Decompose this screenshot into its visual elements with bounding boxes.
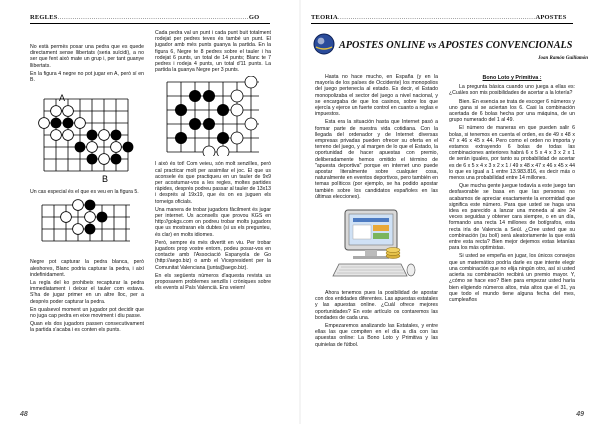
paragraph: Si usted se empeña en jugar, los únicos consejos que un matemático podría darle es que intente elegir una combinación que no elija ningún otro, así si usted acierta su combinación recibirá un premio mayor. Y, ¿cómo se hace eso? Bien para empezar usted haría bien eligiendo números altos, más altos que el 31, ya que todo el mundo tiene alguna fecha del mes, cumpleaños (449, 253, 575, 303)
paragraph: Un cas especial és el que es veu en la figura 5. (30, 189, 139, 196)
fig4-label-a: A (59, 93, 66, 104)
paragraph: Empezaremos analizando las Estatales, y entre ellas las que compiten en el día a día con las apuestas online: La Bono Loto y Primitiva y las quinielas de fútbol. (315, 323, 438, 348)
paragraph: La regla del ko prohibeix recapturar la pedra immediatament i deixar el tauler com estava. S'ha de jugar primer en un altre lloc, per a després poder capturar la pedra. (30, 280, 144, 305)
paragraph: Ahora tenemos pues la posibilidad de apostar con dos entidades diferentes. Las apuestas estatales y las apuestas online. ¿Cuál ofrece mejores oportunidades? En este artículo os contaremos las bondades de cada una. (315, 290, 438, 321)
paragraph: Cada pedra val un punt i cada punt buit totalment rodejat per pedres teves és també un punt. El jugador amb més punts guanya la partida. En la figura 6, Negre te 8 pedres sobre el tauler i ha rodejat 6 punts, un total de 14 punts; Blanc te 7 pedres i rodeja 4 punts, un total d'11 punts. La partida la guanya Negre per 3 punts. (155, 30, 271, 74)
right-column-1 (315, 74, 438, 392)
right-header-end: APOSTES (535, 14, 567, 21)
lottery-ball-icon (313, 33, 335, 55)
go-figure-4 (36, 85, 136, 185)
paragraph: La pregunta básica cuando uno juega a ellas es: ¿Cuáles son mis posibilidades de acertar a la lotería? (449, 84, 575, 97)
right-header-title: TEORIA (311, 14, 338, 21)
left-page (0, 0, 299, 424)
paragraph: El número de maneras en que pueden salir 6 bolas, si tenemos en cuenta el orden, es de 49 x 48 x 47 x 46 x 45 x 44. Pero como el orden no importa y estamos extrayendo 6 bolas de todas las combinaciones anteriores habrá 6 x 5 x 4 x 3 x 2 x 1 de serán iguales, por tanto su probabilidad de acertar es de 6 x 5 x 4 x 3 x 2 x 1 / 49 x 48 x 47 x 46 x 45 x 44 lo que es igual a 1 entre 13.983.816, es decir más o menos una probabilidad entre 14 millones. (449, 125, 575, 182)
paragraph: Quan els dos jugadors passen consecutivament la partida s'acaba i es conten els punts. (30, 321, 144, 334)
paragraph: Que mucha gente juegue todavía a este juego tan desfavorable se basa en que las personas no acabamos de apreciar exactamente la enormidad que significa este número. Para que usted se haga una idea es parecido a lanzar una moneda al aire 24 veces seguidas y obtener cara siempre, o en un día, formando una recta 14 millones de botígrafos, esta recta iría de Valencia a Seúl. ¿Cree usted que su combinación (su bolí) será aleatoriamente la que está entre esta recta? Bien mejor dejemos estas letanías para los más optimistas. (449, 183, 575, 252)
paragraph: En els següents números d'aquesta revista us proposarem problemes senzills i cròniques sobre els events al País Valencià. Ens veiem! (155, 272, 271, 292)
right-page-number: 49 (576, 411, 584, 418)
paragraph: I això és tot! Com veieu, són molt senzilles, però cal practicar molt per assimilar el joc. El que us aconsele és que practiqueu en un tauler de 9x9 per acostumar-vos a les regles, moltes partides ràpides, després podreu passar al tauler de 13x13 i després al 19x19, que és on es juguen els torneigs oficials. (155, 161, 271, 205)
go-figure-5 (36, 197, 136, 255)
coin-stack (386, 248, 400, 259)
left-header-title: REGLES (30, 14, 58, 21)
paragraph: Però, sempre és més divertit en viu. Per trobar jugadors prop vostre entorn, podeu posar-vos en contacte amb l'Associació Espanyola de Go (http://aego.biz) o amb el Vicepresident per la Comunitat Valenciana (junta@aego.biz). (155, 239, 271, 271)
left-header-end: GO (248, 14, 260, 21)
computer-illustration (331, 204, 421, 284)
section-subtitle: Bono Loto y Primitiva : (482, 75, 542, 81)
go-figure-6 (161, 76, 265, 156)
paragraph: En la figura 4 negre no pot jugar en A, però sí en B. (30, 70, 144, 84)
right-header: TEORIA.............................................................................................APOSTES (311, 14, 573, 24)
paragraph: Hasta no hace mucho, en España (y en la mayoría de los países de Occidente) los monopolios del juego pertenecía al estado. Es decir, el Estado monopolizaba el sector del juego a nivel nacional, y se encargaba de que los casinos, sobre los que ejercía y ejerce un fuerte control en cuanto a reglas e impuestos. (315, 74, 438, 118)
paragraph: Una manera de trobar jugadors fàcilment és jugar per internet. Us aconsells que provou KGS en http://gokgs.com on podreu trobar molts jugadors que us mostraran els dubtes (si us els pregunteu, és clar) en molts idiomes. (155, 206, 271, 238)
article-author: Joan Ramón Guillamón (537, 56, 588, 61)
paragraph: En qualsevol moment un jugador pot decidir que no juga cap pedra en eixe moviment i diu passe. (30, 306, 144, 320)
right-page (301, 0, 600, 424)
left-header: REGLES..........................................................................................GO (30, 14, 270, 24)
left-page-number: 48 (20, 411, 28, 418)
right-column-2 (449, 74, 575, 392)
article-title: APOSTES ONLINE vs APOSTES CONVENCIONALS (339, 40, 573, 51)
left-column-1 (30, 44, 144, 386)
paragraph: Esta era la situación hasta que Internet pasó a formar parte de nuestra vida cotidiana. Con la llegada del ordenador y de Internet diversas empresas privadas pueden ofrecer su oferta en el terreno del juego, y al margen de lo que el Estado, la oportunidad de hacer apuestas con premio, deliberadamente hemos omitido el término de "apuesta deportiva" porque en internet uno puede apostar literalmente sobre cualquier cosa, naturalmente en eventos deportivos, pero también en temas políticos (por ejemplo, se ha podido apostar también sobre los candidatos españoles en las últimas elecciones). (315, 119, 438, 200)
fig4-label-b: B (102, 174, 109, 185)
paragraph: No està permès posar una pedra que es quede directament sense llibertats (seria suïcidi), a no ser que fent això mate un grup i, per tant guanye llibertats. (30, 44, 144, 69)
paragraph: Bien. En esencia se trata de escoger 6 números y uno gana si se aciertan los 6. Casi la combinación acertada de 6 bolas hecha por una máquina, de un grupo numerado del 1 al 49. (449, 98, 575, 124)
left-column-2 (155, 30, 271, 388)
paragraph: Negre pot capturar la pedra blanca, però aleshores, Blanc podria capturar la pedra, i així indefinidament. (30, 259, 144, 278)
